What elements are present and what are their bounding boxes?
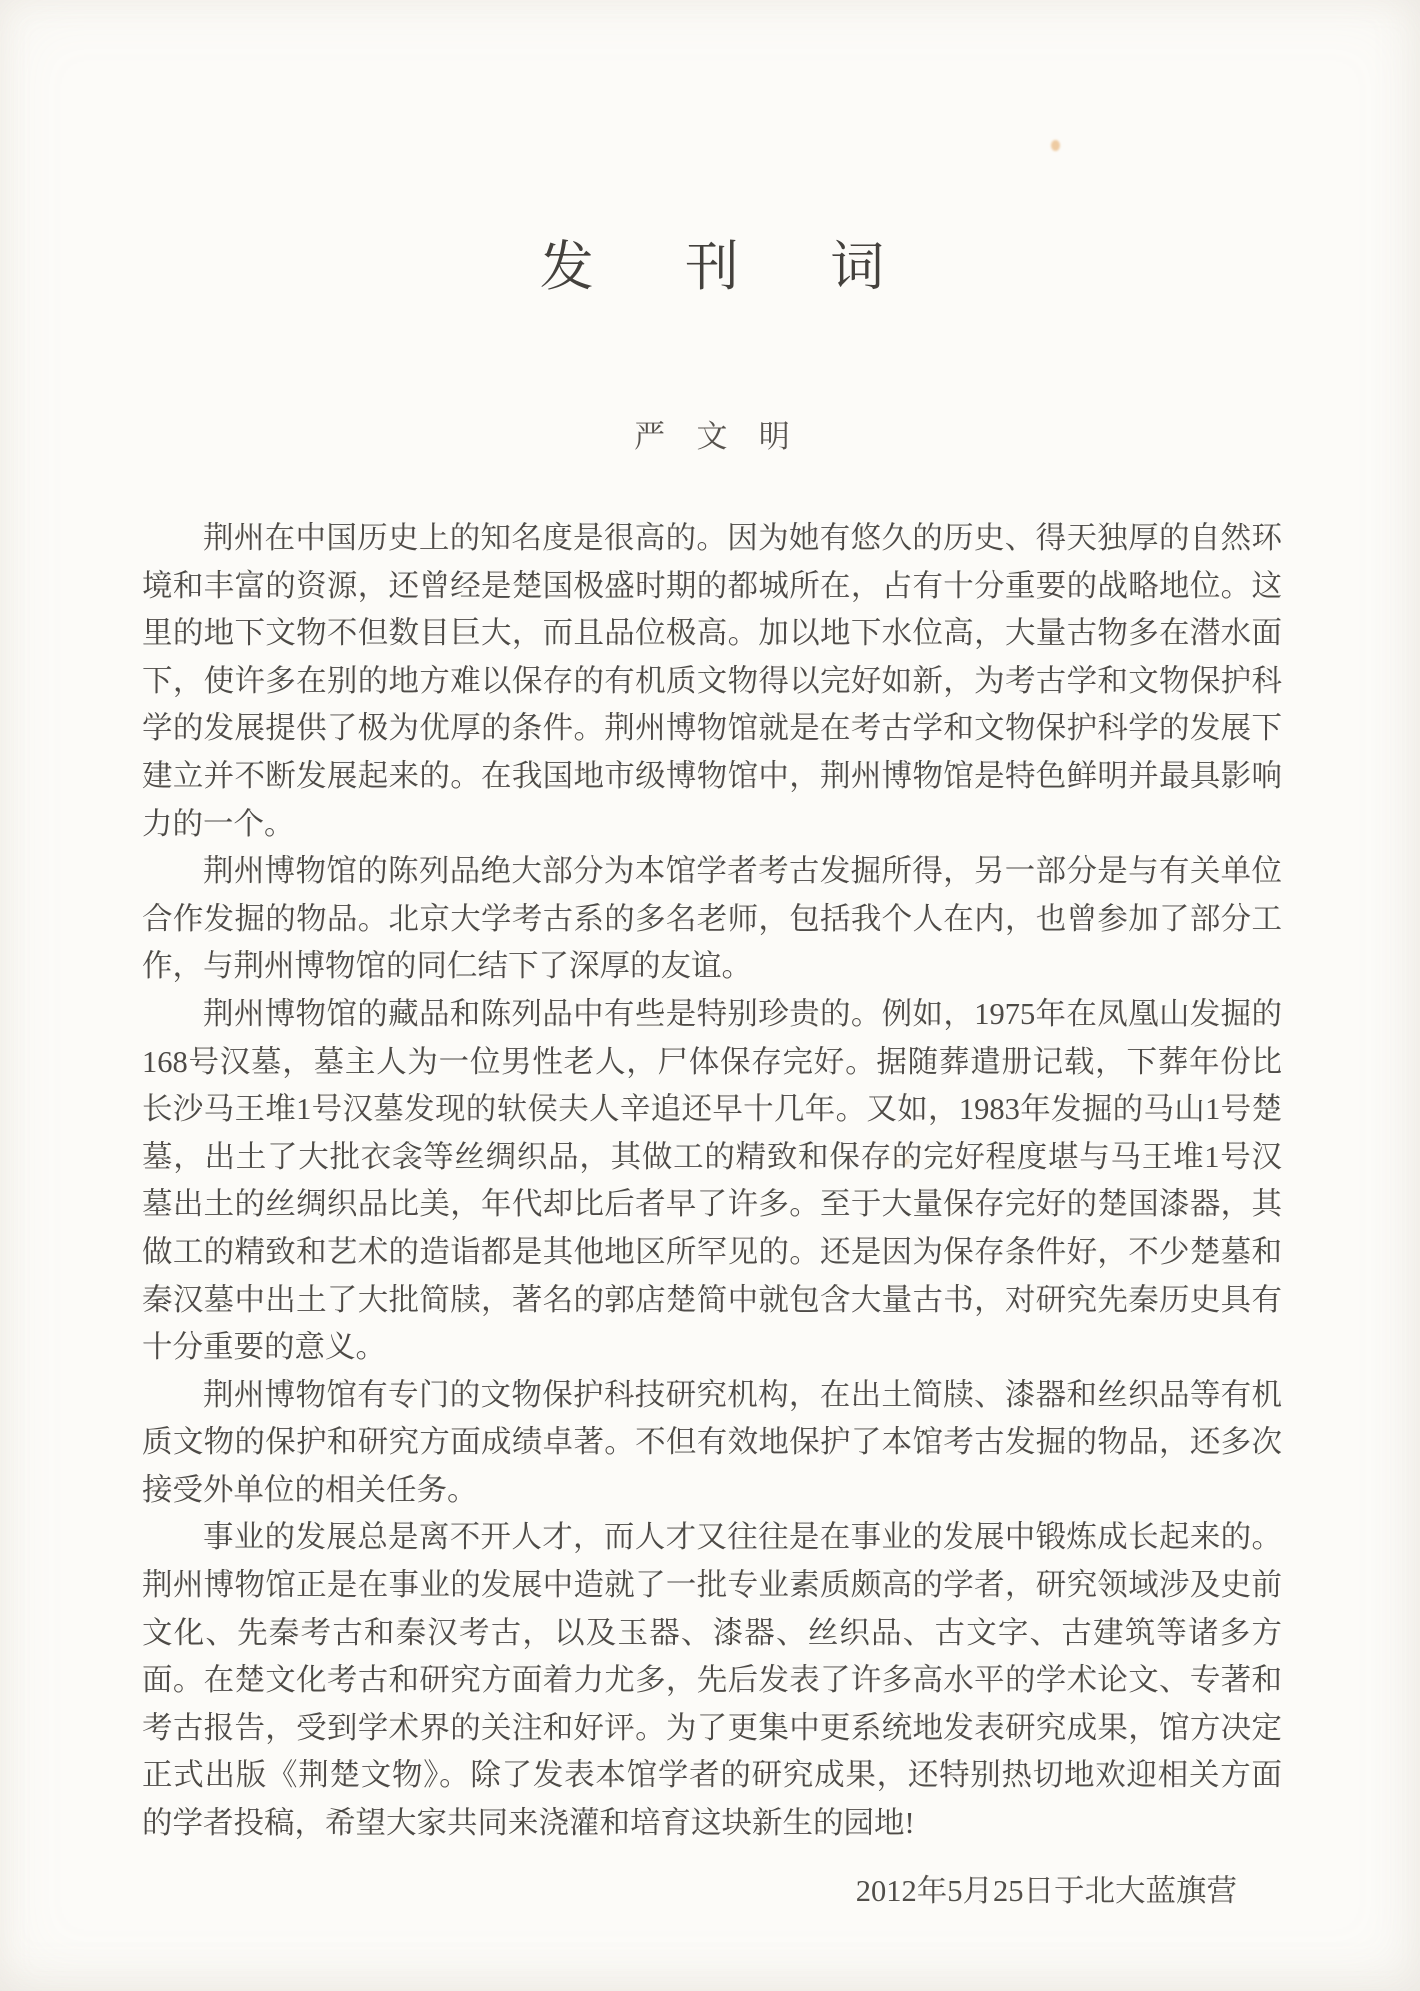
- paragraph: 荆州博物馆的陈列品绝大部分为本馆学者考古发掘所得，另一部分是与有关单位合作发掘的物品。北京大学考古系的多名老师，包括我个人在内，也曾参加了部分工作，与荆州博物馆的同仁结下了深厚的友谊。: [142, 854, 1282, 984]
- paragraph: 事业的发展总是离不开人才，而人才又往往是在事业的发展中锻炼成长起来的。荆州博物馆正是在事业的发展中造就了一批专业素质颇高的学者，研究领域涉及史前文化、先秦考古和秦汉考古，以及玉器、漆器、丝织品、古文字、古建筑等诸多方面。在楚文化考古和研究方面着力尤多，先后发表了许多高水平的学术论文、专著和考古报告，受到学术界的关注和好评。为了更集中更系统地发表研究成果，馆方决定正式出版《荆楚文物》。除了发表本馆学者的研究成果，还特别热切地欢迎相关方面的学者投稿，希望大家共同来浇灌和培育这块新生的园地!: [142, 1520, 1282, 1841]
- author-name: 严 文 明: [634, 419, 802, 454]
- article-body: [142, 515, 1282, 1848]
- text-column: [142, 0, 1282, 1915]
- paragraph: 荆州博物馆的藏品和陈列品中有些是特别珍贵的。例如，1975年在凤凰山发掘的168号汉墓，墓主人为一位男性老人，尸体保存完好。据随葬遣册记载，下葬年份比长沙马王堆1号汉墓发现的轪侯夫人辛追还早十几年。又如，1983年发掘的马山1号楚墓，出土了大批衣衾等丝绸织品，其做工的精致和保存的完好程度堪与马王堆1号汉墓出土的丝绸织品比美，年代却比后者早了许多。至于大量保存完好的楚国漆器，其做工的精致和艺术的造诣都是其他地区所罕见的。还是因为保存条件好，不少楚墓和秦汉墓中出土了大批简牍，著名的郭店楚简中就包含大量古书，对研究先秦历史具有十分重要的意义。: [142, 996, 1282, 1365]
- paragraph: 荆州博物馆有专门的文物保护科技研究机构，在出土简牍、漆器和丝织品等有机质文物的保护和研究方面成绩卓著。不但有效地保护了本馆考古发掘的物品，还多次接受外单位的相关任务。: [142, 1377, 1282, 1507]
- paragraph: 荆州在中国历史上的知名度是很高的。因为她有悠久的历史、得天独厚的自然环境和丰富的资源，还曾经是楚国极盛时期的都城所在，占有十分重要的战略地位。这里的地下文物不但数目巨大，而且品位极高。加以地下水位高，大量古物多在潜水面下，使许多在别的地方难以保存的有机质文物得以完好如新，为考古学和文物保护科学的发展提供了极为优厚的条件。荆州博物馆就是在考古学和文物保护科学的发展下建立并不断发展起来的。在我国地市级博物馆中，荆州博物馆是特色鲜明并最具影响力的一个。: [142, 521, 1282, 841]
- page-title: 发 刊 词: [539, 237, 924, 297]
- dateline: 2012年5月25日于北大蓝旗营: [855, 1873, 1237, 1908]
